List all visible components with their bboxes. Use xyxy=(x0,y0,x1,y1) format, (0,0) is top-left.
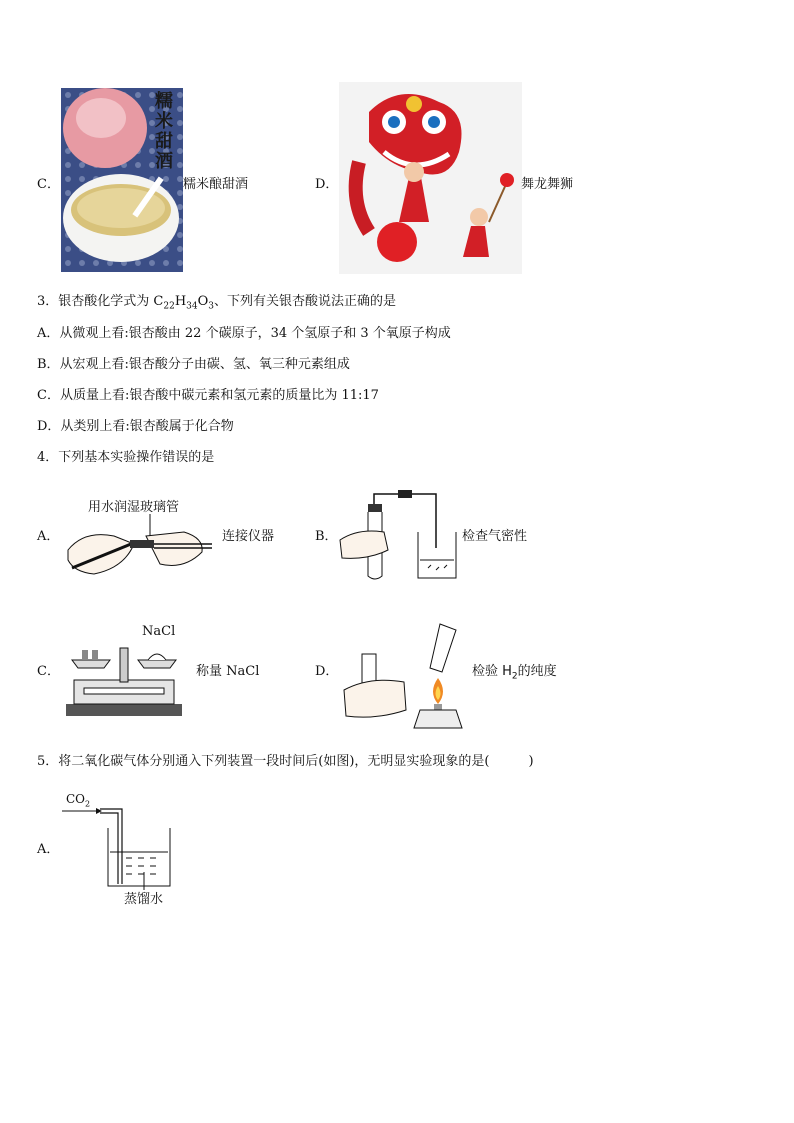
q4-a-illustration xyxy=(64,510,214,580)
q5-a-letter: A． xyxy=(37,842,60,857)
q4-d-letter: D． xyxy=(315,664,339,679)
q3-option-a: A．从微观上看:银杏酸由 22 个碳原子，34 个氢原子和 3 个氧原子构成 xyxy=(37,326,451,341)
q4-b-illustration xyxy=(338,488,464,584)
q3-o-subscript: 3 xyxy=(208,301,215,312)
q5-gas-pre: CO xyxy=(66,792,86,806)
q3-option-d: D．从类别上看:银杏酸属于化合物 xyxy=(37,419,234,434)
q4-c-top-label: NaCl xyxy=(142,624,176,639)
q4-d-illustration xyxy=(340,620,468,732)
q2-d-caption: 舞龙舞狮 xyxy=(521,177,574,192)
q2-d-image xyxy=(339,82,522,274)
q4-d-caption-pre: 检验 H xyxy=(472,664,512,679)
q4-a-caption: 连接仪器 xyxy=(222,529,275,544)
q4-c-caption: 称量 NaCl xyxy=(196,664,260,679)
q3-h-letter: H xyxy=(174,294,187,309)
q2-d-letter: D． xyxy=(315,177,339,192)
q3-option-b: B．从宏观上看:银杏酸分子由碳、氢、氧三种元素组成 xyxy=(37,357,350,372)
q4-stem: 4．下列基本实验操作错误的是 xyxy=(37,450,215,465)
q2-c-image xyxy=(61,88,183,272)
q3-o-letter: O xyxy=(197,294,209,309)
q4-d-caption xyxy=(472,660,557,682)
q5-gas-sub: 2 xyxy=(85,799,91,809)
q2-c-caption: 糯米酿甜酒 xyxy=(183,177,249,192)
q4-a-top-label: 用水润湿玻璃管 xyxy=(88,500,180,515)
q2-option-d xyxy=(315,82,615,276)
q3-stem-post: 、下列有关银杏酸说法正确的是 xyxy=(214,294,397,309)
q4-b-caption: 检查气密性 xyxy=(462,529,528,544)
q5-a-illustration xyxy=(60,806,180,890)
q4-d-caption-post: 的纯度 xyxy=(517,664,557,679)
q4-c-letter: C． xyxy=(37,664,60,679)
q4-b-letter: B． xyxy=(315,529,338,544)
q3-c-subscript: 22 xyxy=(163,301,175,312)
q4-a-letter: A． xyxy=(37,529,60,544)
q4-d-caption-sub: 2 xyxy=(511,671,518,682)
q4-c-illustration xyxy=(64,640,184,720)
q3-stem-pre: 3．银杏酸化学式为 C xyxy=(37,294,164,309)
q3-stem xyxy=(37,290,396,312)
q5-a-liquid-label: 蒸馏水 xyxy=(124,892,164,907)
q2-c-image-text: 糯米甜酒 xyxy=(155,91,173,172)
q5-stem: 5．将二氧化碳气体分别通入下列装置一段时间后(如图)，无明显实验现象的是( ) xyxy=(37,754,534,769)
q3-option-c: C．从质量上看:银杏酸中碳元素和氢元素的质量比为 11:17 xyxy=(37,388,379,403)
q3-h-subscript: 34 xyxy=(186,301,198,312)
q2-option-c xyxy=(37,88,267,274)
q2-c-letter: C． xyxy=(37,177,60,192)
